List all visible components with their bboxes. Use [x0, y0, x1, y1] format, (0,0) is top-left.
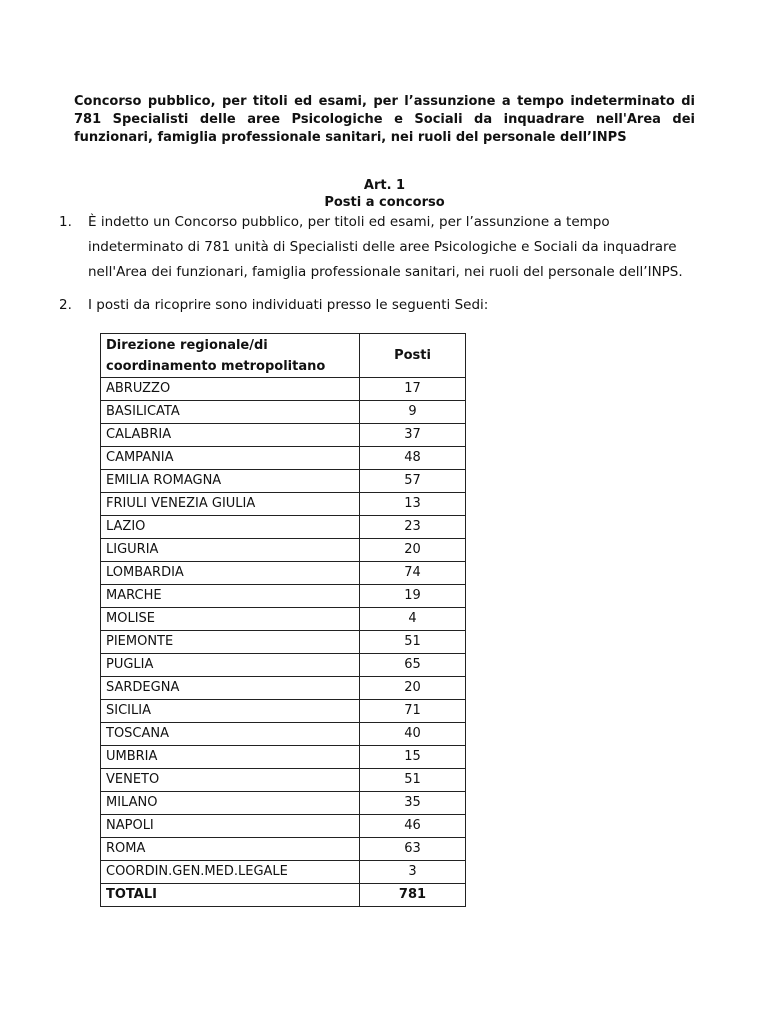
list-item	[59, 293, 696, 318]
region-column-header: Direzione regionale/di coordinamento metropolitano	[101, 334, 360, 378]
region-cell: MILANO	[101, 792, 360, 815]
table-row	[101, 677, 466, 700]
article-heading	[74, 177, 695, 211]
table-row	[101, 447, 466, 470]
region-cell: FRIULI VENEZIA GIULIA	[101, 493, 360, 516]
posti-cell: 65	[360, 654, 466, 677]
region-cell: ABRUZZO	[101, 378, 360, 401]
region-cell: UMBRIA	[101, 746, 360, 769]
region-cell: CALABRIA	[101, 424, 360, 447]
posti-cell: 71	[360, 700, 466, 723]
table-row	[101, 769, 466, 792]
table-row	[101, 861, 466, 884]
region-cell: MARCHE	[101, 585, 360, 608]
posti-cell: 51	[360, 631, 466, 654]
table-row	[101, 470, 466, 493]
seats-table	[100, 333, 466, 907]
list-item	[59, 210, 696, 285]
table-row	[101, 631, 466, 654]
item-number: 2.	[59, 297, 72, 313]
article-number: Art. 1	[363, 178, 406, 193]
posti-cell: 9	[360, 401, 466, 424]
table-row	[101, 562, 466, 585]
region-cell: PIEMONTE	[101, 631, 360, 654]
table-row	[101, 516, 466, 539]
total-label: TOTALI	[101, 884, 360, 907]
posti-cell: 40	[360, 723, 466, 746]
posti-cell: 23	[360, 516, 466, 539]
posti-cell: 3	[360, 861, 466, 884]
table-row	[101, 746, 466, 769]
region-cell: MOLISE	[101, 608, 360, 631]
posti-cell: 74	[360, 562, 466, 585]
posti-cell: 17	[360, 378, 466, 401]
article-subheading: Posti a concorso	[324, 195, 445, 210]
table-row	[101, 838, 466, 861]
region-cell: PUGLIA	[101, 654, 360, 677]
region-cell: EMILIA ROMAGNA	[101, 470, 360, 493]
posti-cell: 46	[360, 815, 466, 838]
table-row	[101, 401, 466, 424]
region-cell: TOSCANA	[101, 723, 360, 746]
posti-cell: 63	[360, 838, 466, 861]
region-cell: CAMPANIA	[101, 447, 360, 470]
table-row	[101, 723, 466, 746]
posti-cell: 20	[360, 677, 466, 700]
item-text: I posti da ricoprire sono individuati presso le seguenti Sedi:	[88, 297, 489, 313]
document-title: Concorso pubblico, per titoli ed esami, per l’assunzione a tempo indeterminato di 781 Specialisti delle aree Psicologiche e Sociali da inquadrare nell'Area dei funzionari, famiglia professionale sanitari, nei ruoli del personale dell’INPS	[74, 94, 695, 145]
posti-column-header: Posti	[360, 334, 466, 378]
table-row	[101, 608, 466, 631]
table-row	[101, 654, 466, 677]
region-cell: LAZIO	[101, 516, 360, 539]
table-row	[101, 700, 466, 723]
total-value: 781	[360, 884, 466, 907]
posti-cell: 35	[360, 792, 466, 815]
posti-cell: 51	[360, 769, 466, 792]
region-cell: BASILICATA	[101, 401, 360, 424]
table-row	[101, 378, 466, 401]
posti-cell: 57	[360, 470, 466, 493]
region-cell: SARDEGNA	[101, 677, 360, 700]
table-row	[101, 815, 466, 838]
article-items	[59, 210, 696, 326]
posti-cell: 13	[360, 493, 466, 516]
posti-cell: 48	[360, 447, 466, 470]
posti-cell: 19	[360, 585, 466, 608]
region-cell: SICILIA	[101, 700, 360, 723]
posti-cell: 4	[360, 608, 466, 631]
item-number: 1.	[59, 214, 72, 230]
region-cell: VENETO	[101, 769, 360, 792]
item-text: È indetto un Concorso pubblico, per titoli ed esami, per l’assunzione a tempo indeterminato di 781 unità di Specialisti delle aree Psicologiche e Sociali da inquadrare nell'Area dei funzionari, famiglia professionale sanitari, nei ruoli del personale dell’INPS.	[88, 214, 683, 280]
region-cell: COORDIN.GEN.MED.LEGALE	[101, 861, 360, 884]
table-row	[101, 539, 466, 562]
posti-cell: 15	[360, 746, 466, 769]
table-row	[101, 424, 466, 447]
posti-cell: 37	[360, 424, 466, 447]
region-cell: LIGURIA	[101, 539, 360, 562]
table-row	[101, 792, 466, 815]
table-header-row	[101, 334, 466, 378]
region-cell: LOMBARDIA	[101, 562, 360, 585]
table-row	[101, 493, 466, 516]
table-row	[101, 585, 466, 608]
region-cell: NAPOLI	[101, 815, 360, 838]
total-row	[101, 884, 466, 907]
posti-cell: 20	[360, 539, 466, 562]
region-cell: ROMA	[101, 838, 360, 861]
